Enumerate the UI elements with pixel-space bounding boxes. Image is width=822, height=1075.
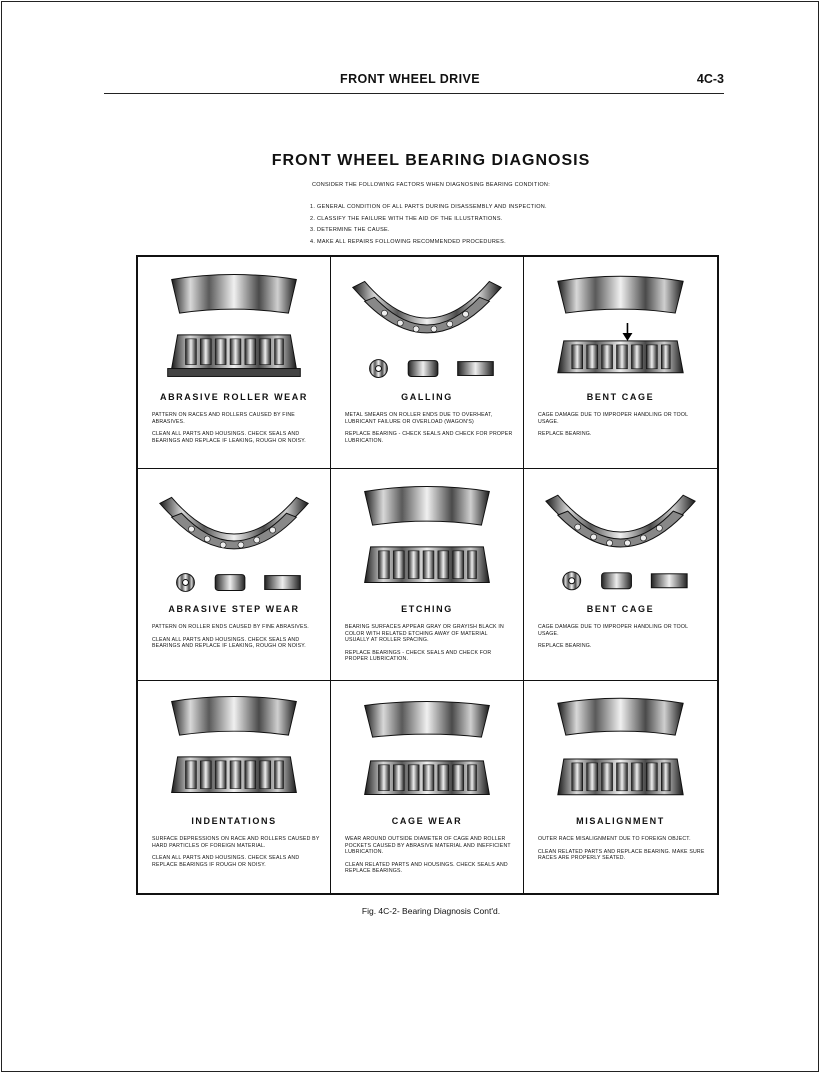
panel-description: METAL SMEARS ON ROLLER ENDS DUE TO OVERHEAT, LUBRICANT FAILURE OR OVERLOAD (WAGON'S) xyxy=(345,412,493,425)
panel-text xyxy=(152,624,320,656)
panel-action: REPLACE BEARINGS - CHECK SEALS AND CHECK FOR PROPER LUBRICATION. xyxy=(345,649,492,663)
panel-text xyxy=(152,836,320,874)
panel-description: PATTERN ON ROLLER ENDS CAUSED BY FINE ABRASIVES. xyxy=(152,624,309,630)
bearing-cup-and-cone-photo xyxy=(331,473,523,601)
panel-description: CAGE DAMAGE DUE TO IMPROPER HANDLING OR TOOL USAGE. xyxy=(538,412,689,425)
page-title: FRONT WHEEL BEARING DIAGNOSIS xyxy=(271,152,591,169)
panel-description: BEARING SURFACES APPEAR GRAY OR GRAYISH BLACK IN COLOR WITH RELATED ETCHING AWAY OF MATERIAL USUALLY AT ROLLER SPACING. xyxy=(345,624,504,644)
panel-abrasive-roller-wear xyxy=(138,257,331,469)
panel-text xyxy=(538,836,707,868)
panel-action: CLEAN ALL PARTS AND HOUSINGS. CHECK SEALS AND BEARINGS AND REPLACE IF LEAKING, ROUGH OR NOISY. xyxy=(152,636,306,650)
panel-description: PATTERN ON RACES AND ROLLERS CAUSED BY FINE ABRASIVES. xyxy=(152,412,295,425)
panel-title: BENT CAGE xyxy=(586,604,655,614)
panel-action: CLEAN ALL PARTS AND HOUSINGS. CHECK SEALS AND BEARINGS AND REPLACE IF LEAKING, ROUGH OR NOISY. xyxy=(152,431,306,444)
step-item: 2. CLASSIFY THE FAILURE WITH THE AID OF THE ILLUSTRATIONS. xyxy=(310,215,503,222)
diagnosis-grid xyxy=(136,255,719,895)
bearing-cup-and-cone-photo xyxy=(138,261,330,389)
panel-title: GALLING xyxy=(401,392,453,402)
panel-etching xyxy=(331,469,524,681)
panel-bent-cage xyxy=(524,257,717,469)
panel-title: ABRASIVE STEP WEAR xyxy=(168,604,300,614)
bearing-cage-arc-and-rollers-photo xyxy=(331,261,523,389)
panel-text xyxy=(152,412,320,450)
panel-title: CAGE WEAR xyxy=(391,816,463,826)
panel-cage-wear xyxy=(331,681,524,893)
panel-text xyxy=(538,624,707,656)
step-item: 1. GENERAL CONDITION OF ALL PARTS DURING DISASSEMBLY AND INSPECTION. xyxy=(310,204,547,210)
panel-action: CLEAN ALL PARTS AND HOUSINGS. CHECK SEALS AND REPLACE BEARINGS IF ROUGH OR NOISY. xyxy=(152,855,300,868)
panel-description: SURFACE DEPRESSIONS ON RACE AND ROLLERS CAUSED BY HARD PARTICLES OF FOREIGN MATERIAL. xyxy=(152,836,320,849)
step-item: 4. MAKE ALL REPAIRS FOLLOWING RECOMMENDED PROCEDURES. xyxy=(310,238,506,245)
bearing-cage-arc-and-rollers-photo xyxy=(524,473,717,601)
intro-text: CONSIDER THE FOLLOWING FACTORS WHEN DIAGNOSING BEARING CONDITION: xyxy=(311,182,551,188)
panel-title: INDENTATIONS xyxy=(191,816,277,826)
bearing-cup-and-cone-photo xyxy=(524,685,717,813)
running-header-title: FRONT WHEEL DRIVE xyxy=(340,72,480,86)
panel-action: CLEAN RELATED PARTS AND REPLACE BEARING. MAKE SURE RACES ARE PROPERLY SEATED. xyxy=(538,848,705,862)
panel-galling xyxy=(331,257,524,469)
figure-caption: Fig. 4C-2- Bearing Diagnosis Cont'd. xyxy=(361,906,501,916)
panel-action: REPLACE BEARING. xyxy=(538,431,592,438)
panel-action: REPLACE BEARING. xyxy=(538,643,592,650)
panel-text xyxy=(345,624,513,669)
panel-indentations xyxy=(138,681,331,893)
panel-description: OUTER RACE MISALIGNMENT DUE TO FOREIGN OBJECT. xyxy=(538,836,691,842)
page-number: 4C-3 xyxy=(696,72,724,86)
panel-text xyxy=(345,836,513,881)
bearing-cup-and-cone-photo xyxy=(138,685,330,813)
bearing-cage-arc-and-rollers-photo xyxy=(138,473,330,601)
panel-text xyxy=(538,412,707,444)
panel-action: CLEAN RELATED PARTS AND HOUSINGS. CHECK SEALS AND REPLACE BEARINGS. xyxy=(345,861,508,875)
panel-misalignment xyxy=(524,681,717,893)
panel-description: WEAR AROUND OUTSIDE DIAMETER OF CAGE AND ROLLER POCKETS CAUSED BY ABRASIVE MATERIAL AND INEFFICIENT LUBRICATION. xyxy=(345,836,511,856)
panel-title: MISALIGNMENT xyxy=(576,816,665,826)
panel-bent-cage-2 xyxy=(524,469,717,681)
bearing-cup-and-cone-with-arrow-photo xyxy=(524,261,717,389)
panel-text xyxy=(345,412,513,450)
header-rule xyxy=(104,93,724,94)
panel-description: CAGE DAMAGE DUE TO IMPROPER HANDLING OR TOOL USAGE. xyxy=(538,624,689,637)
panel-abrasive-step-wear xyxy=(138,469,331,681)
steps-list xyxy=(310,202,630,248)
panel-action: REPLACE BEARING - CHECK SEALS AND CHECK FOR PROPER LUBRICATION. xyxy=(345,431,513,444)
step-item: 3. DETERMINE THE CAUSE. xyxy=(310,227,390,233)
bearing-cup-and-cone-photo xyxy=(331,685,523,813)
panel-title: ABRASIVE ROLLER WEAR xyxy=(159,392,308,402)
panel-title: BENT CAGE xyxy=(586,392,655,402)
panel-title: ETCHING xyxy=(401,604,453,614)
